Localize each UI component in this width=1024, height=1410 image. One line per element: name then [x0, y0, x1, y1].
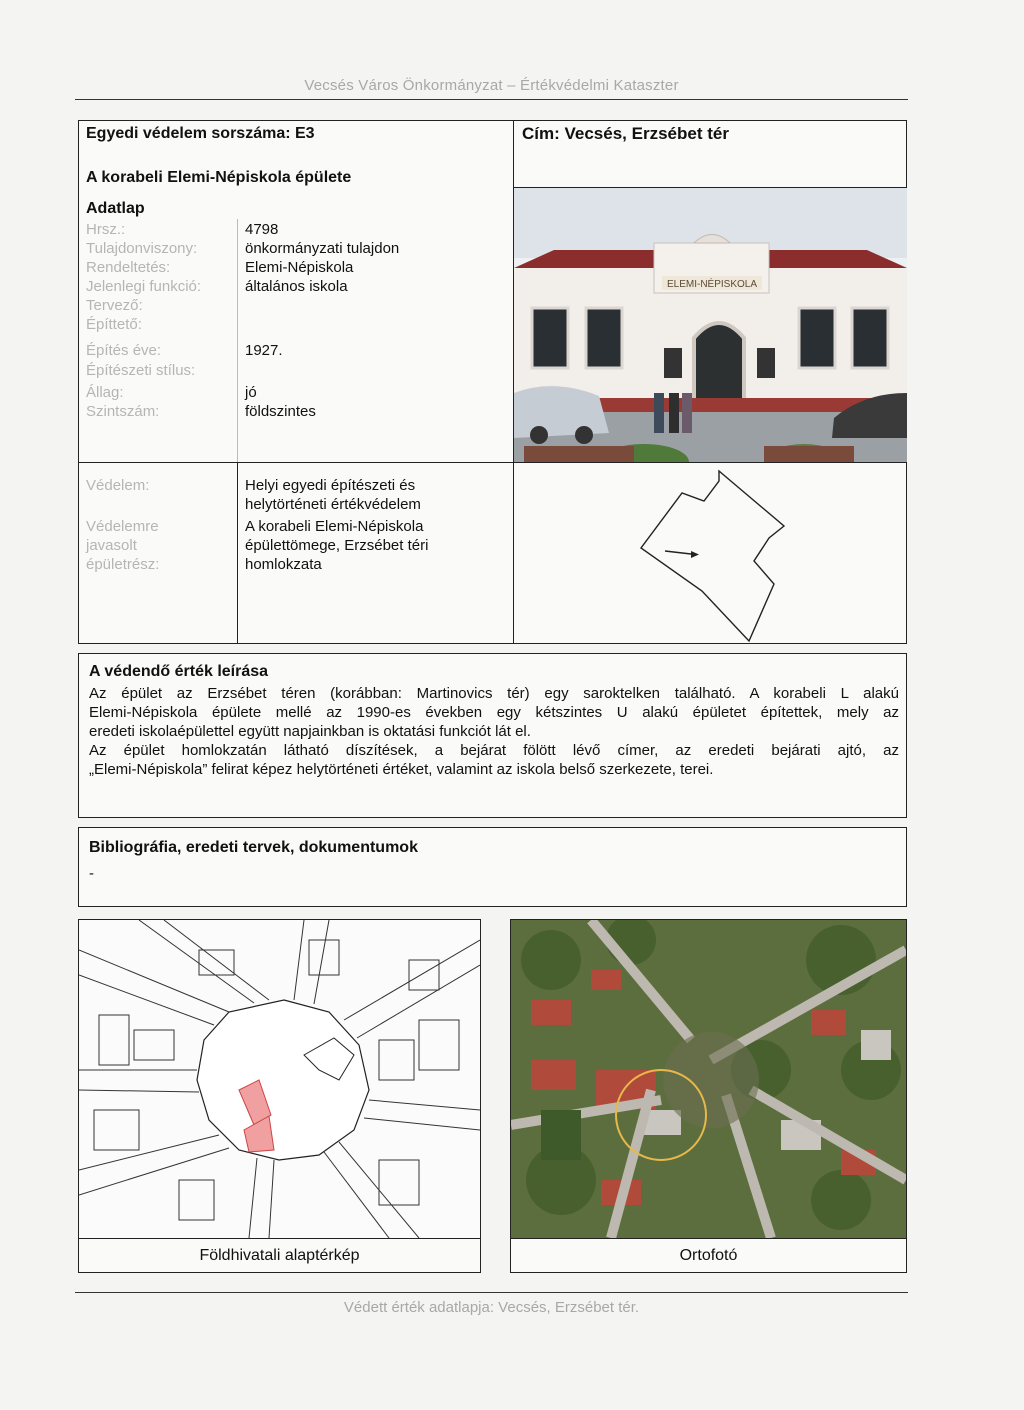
protection-value-1: Helyi egyedi építészeti és: [245, 477, 416, 494]
ortho-caption: Ortofotó: [679, 1247, 738, 1264]
footer-rule: [75, 1292, 908, 1293]
serial-label: Egyedi védelem sorszáma: E3: [86, 125, 315, 142]
info-box: [78, 120, 907, 644]
proposed-value-2: épülettömege, Erzsébet téri: [245, 537, 429, 554]
building-photo: [514, 188, 907, 462]
proposed-label-2: javasolt: [86, 537, 137, 554]
protection-value-2: helytörténeti értékvédelem: [245, 496, 421, 513]
ortho-photo: [511, 920, 906, 1238]
description-line-4: Az épület homlokzatán látható díszítések, a bejárat fölött lévő címer, az eredeti bejárati ajtó, az: [89, 742, 899, 759]
ortho-caption-rule: [511, 1238, 906, 1239]
label-builder: Építtető:: [86, 316, 142, 333]
datasheet-heading: Adatlap: [86, 200, 145, 217]
proposed-label-1: Védelemre: [86, 518, 159, 535]
value-function: általános iskola: [245, 278, 348, 295]
arrow-icon: [665, 551, 691, 554]
value-purpose: Elemi-Népiskola: [245, 259, 354, 276]
proposed-value-3: homlokzata: [245, 556, 322, 573]
label-purpose: Rendeltetés:: [86, 259, 171, 276]
bibliography-box: [78, 827, 907, 907]
description-line-1: Az épület az Erzsébet téren (korábban: Martinovics tér) egy saroktelken található. A korabeli L alakú: [89, 685, 899, 702]
label-year: Építés éve:: [86, 342, 162, 359]
label-function: Jelenlegi funkció:: [86, 278, 202, 295]
cadastral-caption: Földhivatali alaptérkép: [199, 1247, 360, 1264]
cadastral-caption-rule: [79, 1238, 480, 1239]
protection-label: Védelem:: [86, 477, 150, 494]
description-line-5: „Elemi-Népiskola” felirat képez helytörténeti értéket, valamint az iskola belső szerkezete, terei.: [89, 761, 714, 778]
site-outline: [599, 466, 799, 646]
facade-sign: ELEMI-NÉPISKOLA: [666, 279, 758, 290]
value-year: 1927.: [245, 342, 283, 359]
cadastral-map-box: [78, 919, 481, 1273]
description-line-3: eredeti iskolaépülettel együtt napjainkban is oktatási funkciót lát el.: [89, 723, 531, 740]
value-ownership: önkormányzati tulajdon: [245, 240, 400, 257]
building-title: A korabeli Elemi-Népiskola épülete: [86, 169, 352, 186]
header-rule: [75, 99, 908, 100]
description-line-2: Elemi-Népiskola épülete mellé az 1990-es években egy kétszintes U alakú épületet építettek, mely az: [89, 704, 899, 721]
proposed-value-1: A korabeli Elemi-Népiskola: [245, 518, 424, 535]
value-hrsz: 4798: [245, 221, 279, 238]
value-condition: jó: [245, 384, 257, 401]
label-designer: Tervező:: [86, 297, 143, 314]
label-condition: Állag:: [86, 384, 124, 401]
cadastral-map: [79, 920, 480, 1238]
description-heading: A védendő érték leírása: [89, 663, 269, 680]
page-footer: Védett érték adatlapja: Vecsés, Erzsébet tér.: [343, 1299, 640, 1316]
ortho-box: [510, 919, 907, 1273]
label-style: Építészeti stílus:: [86, 362, 196, 379]
divider-mid: [79, 462, 907, 463]
bibliography-heading: Bibliográfia, eredeti tervek, dokumentumok: [89, 839, 418, 856]
address-label: Cím: Vecsés, Erzsébet tér: [522, 124, 729, 143]
description-box: [78, 653, 907, 818]
page-header: Vecsés Város Önkormányzat – Értékvédelmi Kataszter: [304, 77, 679, 94]
proposed-label-3: épületrész:: [86, 556, 160, 573]
divider-prot: [237, 462, 238, 644]
bibliography-content: -: [89, 865, 94, 882]
label-levels: Szintszám:: [86, 403, 160, 420]
value-levels: földszintes: [245, 403, 316, 420]
label-hrsz: Hrsz.:: [86, 221, 126, 238]
label-ownership: Tulajdonviszony:: [86, 240, 198, 257]
divider-data: [237, 219, 238, 462]
